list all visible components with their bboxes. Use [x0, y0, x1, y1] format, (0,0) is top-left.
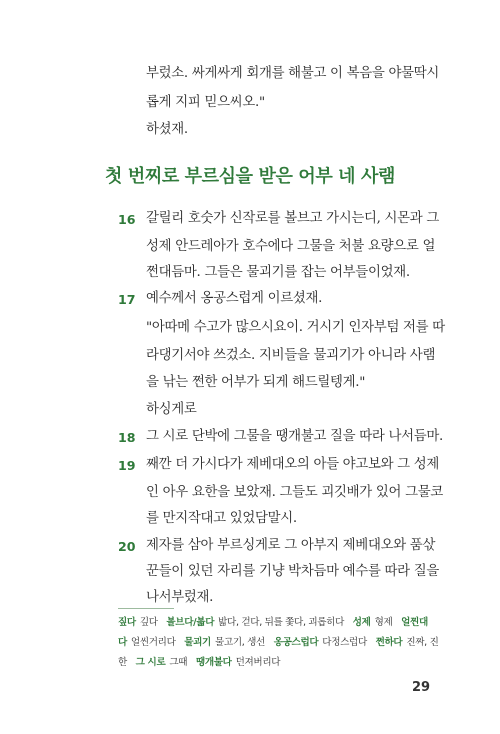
verse-line: 예수께서 옹공스럽게 이르셨재. [146, 291, 323, 306]
verse-number: 19 [118, 458, 136, 473]
glossary-entry: 볼브다/볿다 밟다, 걷다, 뒤를 쫓다, 괴롭히다 [166, 617, 345, 628]
body-line: 하셨재. [146, 122, 188, 137]
glossary-divider [118, 608, 174, 609]
verse-line: 를 만지작대고 있었담말시. [146, 511, 297, 526]
verse-line: 하싱게로 [146, 402, 197, 417]
verse-number: 20 [118, 539, 136, 554]
verse-line: 꾼들이 있던 자리를 기냥 박차듬마 예수를 따라 질을 [146, 564, 440, 579]
page-number: 29 [412, 680, 431, 695]
glossary [118, 613, 440, 673]
verse-line: 제자를 삼아 부르싱게로 그 아부지 제베대오와 품삯 [146, 538, 436, 553]
section-heading: 첫 번찌로 부르심을 받은 어부 네 사램 [104, 166, 396, 187]
body-line: 롭게 지피 믿으씨오." [146, 95, 265, 110]
glossary-entry: 성제 형제 [352, 617, 393, 628]
verse-number: 18 [118, 430, 136, 445]
verse-line: 째깐 더 가시다가 제베대오의 아들 야고보와 그 성제 [146, 457, 440, 472]
verse-line: 인 아우 요한을 보았재. 그들도 괴깃배가 있어 그물코 [146, 485, 443, 500]
verse-line: 라댕기서야 쓰겄소. 지비들을 물괴기가 아니라 사램 [146, 348, 436, 363]
glossary-entry: 얼찐대다 얼씬거리다 [118, 617, 428, 648]
glossary-entry: 쩐하다 진짜, 진한 [118, 637, 439, 668]
glossary-entry: 땡개불다 던져버리다 [195, 657, 281, 668]
verse-line: 그 시로 단박에 그물을 땡개불고 질을 따라 나서듬마. [146, 429, 443, 444]
glossary-entry: 짚다 깊다 [118, 617, 158, 628]
verse-line: 나서부렀재. [146, 590, 214, 605]
body-line: 부렀소. 싸게싸게 회개를 해불고 이 복음을 야물딱시 [146, 66, 440, 81]
verse-line: 쩐대듬마. 그들은 물괴기를 잡는 어부들이었재. [146, 265, 410, 280]
verse-line: "아따메 수고가 많으시요이. 거시기 인자부텀 저를 따 [146, 320, 445, 335]
verse-line: 갈릴리 호숫가 신작로를 볼브고 가시는디, 시몬과 그 [146, 211, 440, 226]
verse-number: 16 [118, 212, 136, 227]
glossary-entry: 물괴기 물고기, 생선 [184, 637, 265, 648]
verse-line: 을 낚는 쩐한 어부가 되게 해드릴텡게." [146, 375, 366, 390]
glossary-entry: 옹공스럽다 다정스럽다 [273, 637, 367, 648]
verse-number: 17 [118, 292, 136, 307]
verse-line: 성제 안드레아가 호수에다 그물을 처불 요량으로 얼 [146, 239, 436, 254]
glossary-entry: 그 시로 그때 [135, 657, 188, 668]
